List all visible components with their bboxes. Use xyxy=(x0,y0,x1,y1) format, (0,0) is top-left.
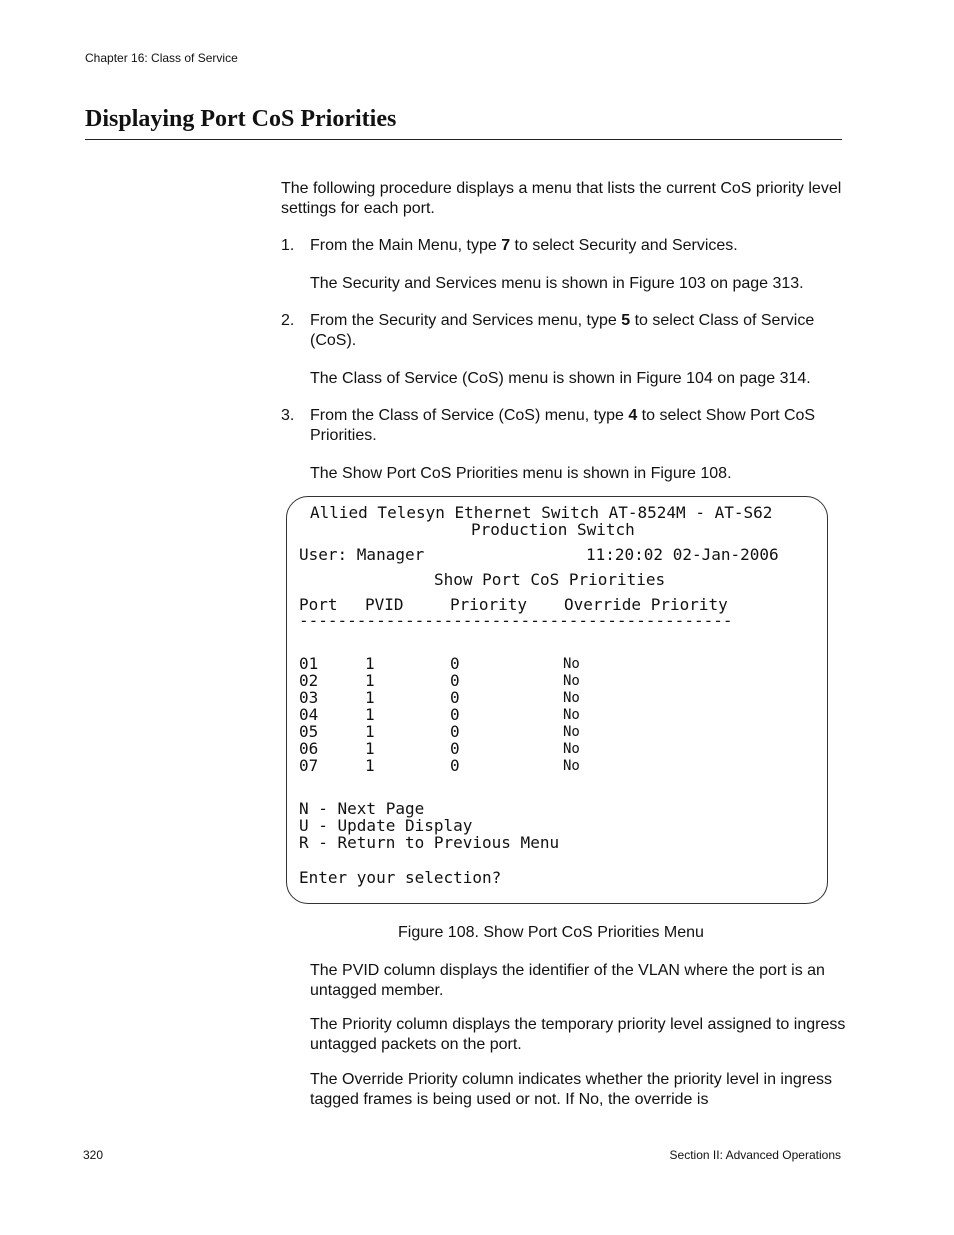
priority-cell: 0 xyxy=(450,705,460,724)
priority-cell: 0 xyxy=(450,756,460,775)
terminal-option-return[interactable]: R - Return to Previous Menu xyxy=(299,833,560,852)
priority-cell: 0 xyxy=(450,722,460,741)
port-cell: 07 xyxy=(299,756,319,775)
table-row xyxy=(287,757,829,774)
page-number: 320 xyxy=(83,1148,104,1162)
step-text-after: to select Show Port CoS Priorities. xyxy=(310,407,816,444)
pvid-cell: 1 xyxy=(365,688,375,707)
override-cell: No xyxy=(563,758,580,774)
port-cell: 02 xyxy=(299,671,319,690)
port-cell: 04 xyxy=(299,705,319,724)
pvid-cell: 1 xyxy=(365,739,375,758)
priority-cell: 0 xyxy=(450,739,460,758)
column-header-priority: Priority xyxy=(450,595,528,614)
priority-description: The Priority column displays the temporary priority level assigned to ingress untagged packets on the port. xyxy=(310,1016,846,1053)
step-text-before: From the Main Menu, type xyxy=(310,237,502,254)
pvid-description: The PVID column displays the identifier of the VLAN where the port is an untagged member. xyxy=(310,962,825,999)
step-3 xyxy=(281,406,851,446)
terminal-option-update[interactable]: U - Update Display xyxy=(299,816,473,835)
table-row xyxy=(287,706,829,723)
override-description: The Override Priority column indicates whether the priority level in ingress tagged frames is being used or not. If No, the override is xyxy=(310,1071,832,1108)
table-row xyxy=(287,740,829,757)
terminal-subtitle: Production Switch xyxy=(471,520,635,539)
terminal-option-next[interactable]: N - Next Page xyxy=(299,799,425,818)
step-text xyxy=(310,236,850,256)
running-header: Chapter 16: Class of Service xyxy=(85,51,238,65)
step-key: 7 xyxy=(501,237,511,254)
priority-cell: 0 xyxy=(450,654,460,673)
step-text-before: From the Class of Service (CoS) menu, type xyxy=(310,407,629,424)
step-1-note: The Security and Services menu is shown in Figure 103 on page 313. xyxy=(310,275,804,292)
override-cell: No xyxy=(563,707,580,723)
step-text-before: From the Security and Services menu, type xyxy=(310,312,622,329)
column-header-pvid: PVID xyxy=(365,595,404,614)
pvid-cell: 1 xyxy=(365,756,375,775)
override-cell: No xyxy=(563,656,580,672)
step-3-note: The Show Port CoS Priorities menu is shown in Figure 108. xyxy=(310,465,732,482)
step-text-after: to select Class of Service (CoS). xyxy=(310,312,815,349)
table-row xyxy=(287,672,829,689)
pvid-cell: 1 xyxy=(365,654,375,673)
step-2 xyxy=(281,311,851,351)
step-text xyxy=(310,406,850,446)
intro-paragraph: The following procedure displays a menu that lists the current CoS priority level settings for each port. xyxy=(281,180,842,217)
override-cell: No xyxy=(563,673,580,689)
terminal-menu-title: Show Port CoS Priorities xyxy=(434,570,666,589)
step-key: 4 xyxy=(628,407,638,424)
step-number: 1. xyxy=(281,237,295,254)
terminal-prompt[interactable]: Enter your selection? xyxy=(299,868,502,887)
table-row xyxy=(287,723,829,740)
override-cell: No xyxy=(563,690,580,706)
pvid-cell: 1 xyxy=(365,705,375,724)
step-number: 2. xyxy=(281,312,295,329)
priority-cell: 0 xyxy=(450,671,460,690)
column-header-override: Override Priority xyxy=(564,595,728,614)
figure-caption: Figure 108. Show Port CoS Priorities Menu xyxy=(398,924,704,941)
terminal-user: User: Manager xyxy=(299,545,425,564)
port-cell: 01 xyxy=(299,654,319,673)
terminal-datetime: 11:20:02 02-Jan-2006 xyxy=(586,545,779,564)
step-text-after: to select Security and Services. xyxy=(510,237,738,254)
override-cell: No xyxy=(563,741,580,757)
port-cell: 06 xyxy=(299,739,319,758)
column-header-port: Port xyxy=(299,595,338,614)
port-cell: 05 xyxy=(299,722,319,741)
step-key: 5 xyxy=(621,312,631,329)
pvid-cell: 1 xyxy=(365,671,375,690)
priority-cell: 0 xyxy=(450,688,460,707)
step-text xyxy=(310,311,850,351)
title-rule xyxy=(85,139,842,140)
terminal-screen xyxy=(286,496,828,904)
pvid-cell: 1 xyxy=(365,722,375,741)
running-footer: Section II: Advanced Operations xyxy=(669,1148,841,1162)
step-2-note: The Class of Service (CoS) menu is shown in Figure 104 on page 314. xyxy=(310,370,811,387)
step-number: 3. xyxy=(281,407,295,424)
section-title: Displaying Port CoS Priorities xyxy=(85,106,397,132)
override-cell: No xyxy=(563,724,580,740)
terminal-title: Allied Telesyn Ethernet Switch AT-8524M - AT-S62 xyxy=(310,503,773,522)
terminal-separator: --------------------------------------------- xyxy=(299,611,733,630)
table-row xyxy=(287,689,829,706)
port-cell: 03 xyxy=(299,688,319,707)
table-row xyxy=(287,655,829,672)
